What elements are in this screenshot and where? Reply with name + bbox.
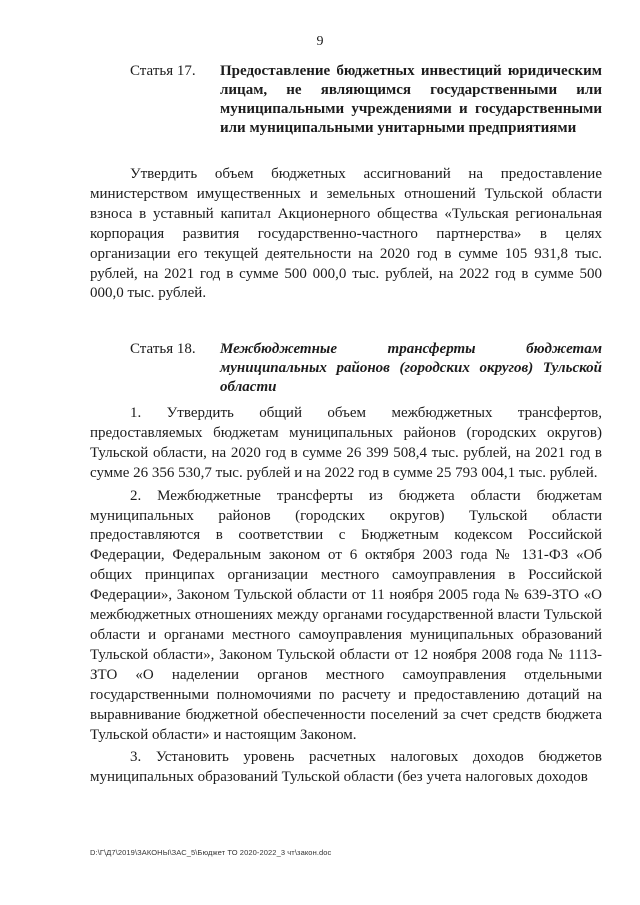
article-18-paragraph-2: 2. Межбюджетные трансферты из бюджета области бюджетам муниципальных районов (городских округов) Тульской области предоставляются в соответствии с Бюджетным кодексом Российской Федерации, Федеральным законом от 6 октября 2003 года № 131-ФЗ «Об общих принципах организации местного самоуправления в Российской Федерации», Законом Тульской области от 11 ноября 2005 года № 639-ЗТО «О межбюджетных отношениях между органами государственной власти Тульской области и органами местного самоуправления муниципальных образований Тульской области», Законом Тульской области от 12 ноября 2008 года № 1113-ЗТО «О наделении органов местного самоуправления отдельными государственными полномочиями по расчету и предоставлению дотаций на выравнивание бюджетной обеспеченности поселений за счет средств бюджета Тульской области» и настоящим Законом. [90,487,602,743]
article-17-heading [90,62,602,138]
article-18-title: Межбюджетные трансферты бюджетам муниципальных районов (городских округов) Тульской области [220,341,602,395]
document-file-path: D:\Г\Д7\2019\ЗАКОНЫ\ЗАС_5\Бюджет ТО 2020-2022_3 чт\закон.doc [90,848,332,857]
article-18-label: Статья 18. [130,341,196,357]
article-17-title: Предоставление бюджетных инвестиций юридическим лицам, не являющимся государственными или муниципальными учреждениями и государственными или муниципальными унитарными предприятиями [220,63,602,136]
article-18-body [90,404,602,788]
article-17-body [90,165,602,304]
article-18-paragraph-3: 3. Установить уровень расчетных налоговых доходов бюджетов муниципальных образований Тульской области (без учета налоговых доходов [90,749,602,786]
article-18-heading [90,340,602,397]
article-18-paragraph-1: 1. Утвердить общий объем межбюджетных трансфертов, предоставляемых бюджетам муниципальных районов (городских округов) Тульской области, на 2020 год в сумме 26 399 508,4 тыс. рублей, на 2021 год в сумме 26 356 530,7 тыс. рублей и на 2022 год в сумме 25 793 004,1 тыс. рублей. [90,405,602,481]
article-17-paragraph-1: Утвердить объем бюджетных ассигнований на предоставление министерством имущественных и земельных отношений Тульской области взноса в уставный капитал Акционерного общества «Тульская региональная корпорация развития государственно-частного партнерства» в целях организации его текущей деятельности на 2020 год в сумме 105 931,8 тыс. рублей, на 2021 год в сумме 500 000,0 тыс. рублей, на 2022 год в сумме 500 000,0 тыс. рублей. [90,166,602,302]
article-17-label: Статья 17. [130,63,196,79]
page-number: 9 [316,34,324,49]
